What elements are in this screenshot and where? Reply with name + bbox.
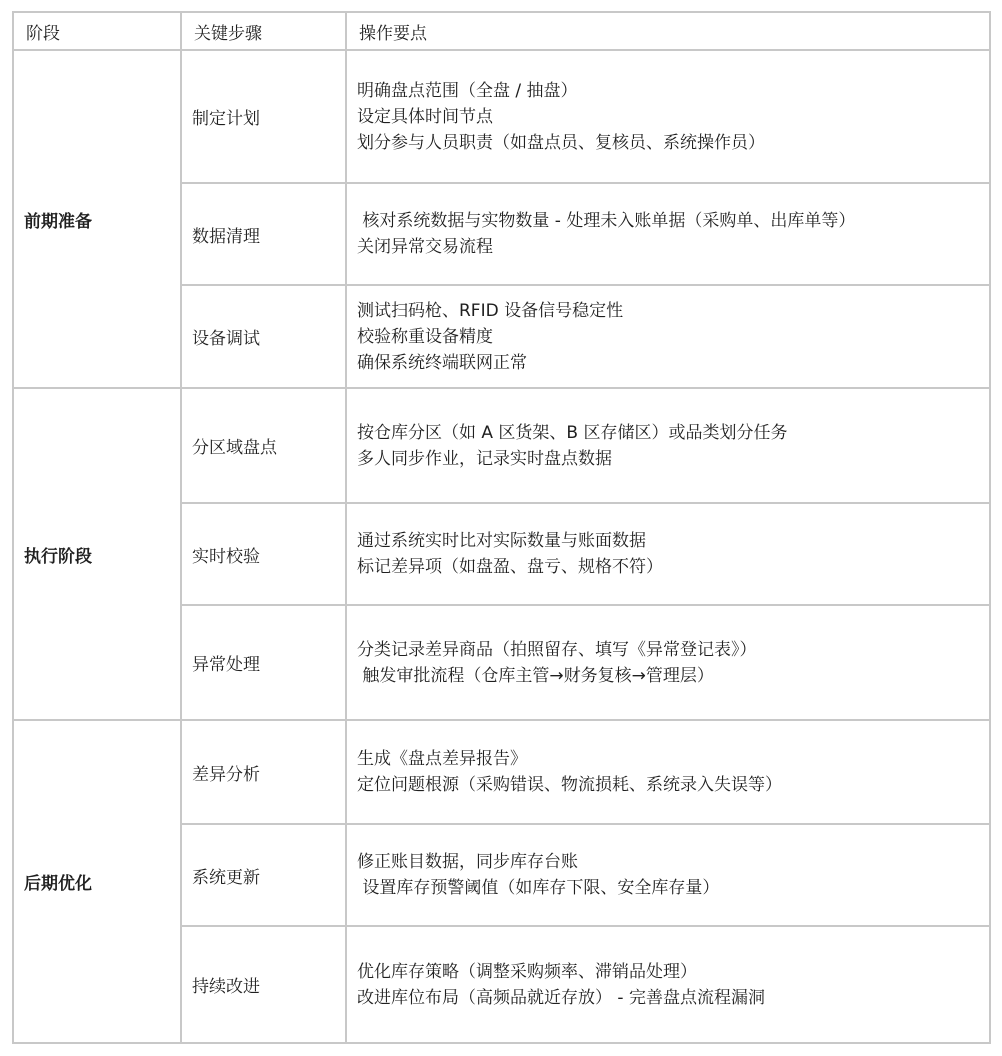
step-name: 异常处理 (181, 605, 346, 720)
point-line: 优化库存策略（调整采购频率、滞销品处理） (357, 961, 697, 982)
step-name: 差异分析 (181, 720, 346, 824)
step-name: 分区域盘点 (181, 388, 346, 503)
step-points (346, 824, 990, 926)
step-points (346, 503, 990, 605)
point-line: 标记差异项（如盘盈、盘亏、规格不符） (357, 557, 663, 577)
step-name: 系统更新 (181, 824, 346, 926)
header-operation-points: 操作要点 (346, 12, 990, 50)
stage-execution: 执行阶段 (13, 388, 181, 720)
point-line: 生成《盘点差异报告》 (357, 749, 527, 769)
point-line: 多人同步作业，记录实时盘点数据 (357, 448, 612, 469)
table-row (13, 720, 990, 824)
step-name: 实时校验 (181, 503, 346, 605)
point-line: 明确盘点范围（全盘 / 抽盘） (357, 80, 578, 101)
point-line: 设置库存预警阈值（如库存下限、安全库存量） (357, 878, 720, 898)
stage-optimization: 后期优化 (13, 720, 181, 1043)
point-line: 确保系统终端联网正常 (357, 352, 527, 373)
point-line: 分类记录差异商品（拍照留存、填写《异常登记表》） (357, 639, 757, 660)
step-name: 持续改进 (181, 926, 346, 1043)
inventory-process-table (12, 11, 991, 1044)
point-line: 定位问题根源（采购错误、物流损耗、系统录入失误等） (357, 775, 782, 795)
header-key-step: 关键步骤 (181, 12, 346, 50)
table-header-row (13, 12, 990, 50)
table-row (13, 388, 990, 503)
step-points (346, 605, 990, 720)
step-name: 数据清理 (181, 183, 346, 285)
step-points (346, 926, 990, 1043)
point-line: 核对系统数据与实物数量 - 处理未入账单据（采购单、出库单等） (357, 211, 856, 231)
step-points (346, 50, 990, 183)
point-line: 关闭异常交易流程 (357, 237, 493, 257)
step-points (346, 183, 990, 285)
point-line: 测试扫码枪、RFID 设备信号稳定性 (357, 300, 624, 321)
point-line: 触发审批流程（仓库主管→财务复核→管理层） (357, 665, 714, 686)
point-line: 通过系统实时比对实际数量与账面数据 (357, 531, 646, 551)
point-line: 设定具体时间节点 (357, 106, 493, 127)
step-points (346, 285, 990, 388)
stage-prep: 前期准备 (13, 50, 181, 388)
point-line: 改进库位布局（高频品就近存放） - 完善盘点流程漏洞 (357, 987, 765, 1008)
step-name: 制定计划 (181, 50, 346, 183)
table-row (13, 50, 990, 183)
point-line: 修正账目数据，同步库存台账 (357, 852, 578, 872)
point-line: 校验称重设备精度 (357, 326, 493, 347)
step-points (346, 388, 990, 503)
point-line: 划分参与人员职责（如盘点员、复核员、系统操作员） (357, 132, 765, 153)
step-name: 设备调试 (181, 285, 346, 388)
point-line: 按仓库分区（如 A 区货架、B 区存储区）或品类划分任务 (357, 422, 788, 443)
step-points (346, 720, 990, 824)
header-stage: 阶段 (13, 12, 181, 50)
